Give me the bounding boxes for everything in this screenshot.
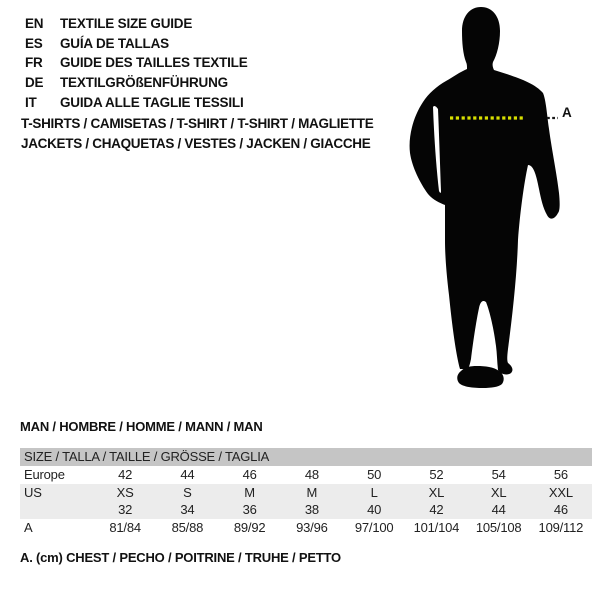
row-label: US: [24, 484, 42, 500]
language-row-de: [25, 73, 248, 93]
language-title: GUIDE DES TAILLES TEXTILE: [60, 55, 248, 71]
language-guide-list: [25, 14, 248, 113]
category-tshirts: T-SHIRTS / CAMISETAS / T-SHIRT / T-SHIRT / MAGLIETTE: [21, 116, 374, 131]
size-cell: XL: [428, 484, 445, 500]
size-cell: XS: [116, 484, 134, 500]
size-table-header: SIZE / TALLA / TAILLE / GRÖSSE / TAGLIA: [20, 448, 592, 466]
table-row-us: [20, 484, 592, 502]
size-cell: 36: [242, 502, 257, 517]
language-code: DE: [25, 75, 44, 91]
measure-label-a: A: [562, 105, 572, 120]
size-cell: 56: [553, 467, 568, 482]
language-code: IT: [25, 94, 37, 110]
size-cell: 101/104: [413, 519, 460, 535]
man-silhouette-icon: [395, 5, 590, 397]
size-cell: 42: [429, 502, 444, 517]
row-label: Europe: [24, 467, 65, 482]
language-row-it: [25, 93, 248, 113]
language-title: GUÍA DE TALLAS: [60, 35, 169, 51]
size-cell: 109/112: [538, 519, 584, 535]
size-cell: S: [183, 484, 192, 500]
size-cell: 34: [180, 502, 195, 517]
size-cell: XL: [490, 484, 507, 500]
measurement-footnote: A. (cm) CHEST / PECHO / POITRINE / TRUHE / PETTO: [20, 550, 341, 565]
man-silhouette-figure: [395, 5, 590, 397]
size-cell: 85/88: [171, 519, 204, 535]
language-row-fr: [25, 53, 248, 73]
size-cell: 44: [180, 467, 195, 482]
size-cell: 52: [429, 467, 444, 482]
size-cell: 89/92: [233, 519, 266, 535]
size-table: [20, 448, 592, 536]
table-row-uk: [20, 501, 592, 519]
size-cell: 93/96: [296, 519, 328, 535]
size-cell: 38: [304, 502, 319, 517]
size-cell: 105/108: [475, 519, 522, 535]
size-cell: 81/84: [109, 519, 141, 535]
language-row-en: [25, 14, 248, 34]
size-cell: 48: [304, 467, 319, 482]
table-row-chest-a: [20, 519, 592, 537]
category-jackets: JACKETS / CHAQUETAS / VESTES / JACKEN / GIACCHE: [21, 136, 371, 151]
language-title: TEXTILE SIZE GUIDE: [60, 16, 193, 31]
row-label: [20, 501, 94, 519]
size-cell: 32: [118, 502, 133, 517]
table-row-europe: [20, 466, 592, 484]
size-cell: 44: [491, 502, 506, 517]
size-cell: L: [370, 484, 378, 500]
size-cell: 54: [491, 467, 506, 482]
language-code: EN: [25, 16, 44, 31]
row-label: A: [24, 519, 33, 535]
size-cell: 97/100: [354, 519, 394, 535]
size-cell: M: [306, 484, 318, 500]
language-title: TEXTILGRÖßENFÜHRUNG: [60, 75, 228, 91]
section-title-man: MAN / HOMBRE / HOMME / MANN / MAN: [20, 419, 263, 434]
language-title: GUIDA ALLE TAGLIE TESSILI: [60, 94, 244, 110]
size-cell: XXL: [548, 484, 573, 500]
language-row-es: [25, 34, 248, 54]
size-cell: 46: [242, 467, 257, 482]
garment-categories: [21, 114, 373, 154]
size-cell: 42: [118, 467, 133, 482]
language-code: FR: [25, 55, 43, 71]
size-cell: 50: [367, 467, 382, 482]
size-cell: 40: [367, 502, 382, 517]
size-cell: 46: [553, 502, 568, 517]
language-code: ES: [25, 35, 43, 51]
size-cell: M: [244, 484, 255, 500]
